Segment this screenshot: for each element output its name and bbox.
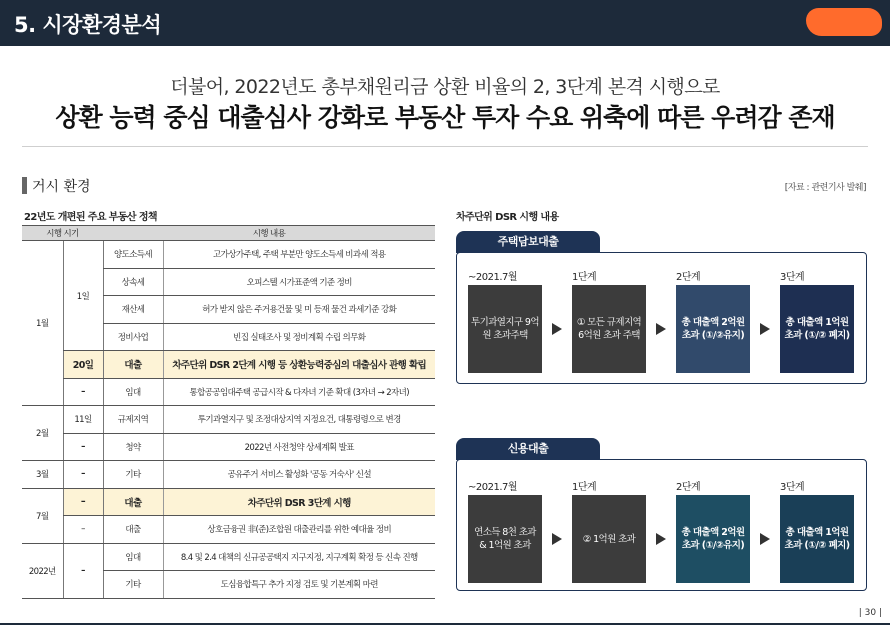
stage-box: 총 대출액 1억원 초과 (①/② 폐지)	[780, 495, 854, 583]
content-cell: 도심융합특구 추가 지정 검토 및 기본계획 마련	[163, 571, 435, 599]
table-row	[22, 543, 435, 571]
stage-box: 투기과열지구 9억원 초과주택	[468, 285, 542, 373]
section-marker-icon	[22, 177, 27, 194]
field-cell: 기타	[103, 461, 163, 489]
arrow-right-icon	[760, 323, 770, 335]
section-title-text: 거시 환경	[32, 179, 91, 195]
table-row	[22, 461, 435, 489]
stage-label: 2단계	[676, 482, 701, 493]
table-row	[22, 516, 435, 544]
source-note: [자료 : 관련기사 발췌]	[784, 183, 866, 193]
content-cell: 고가상가주택, 주택 부분만 양도소득세 비과세 적용	[163, 241, 435, 269]
footer-line	[0, 623, 890, 625]
headline-sub: 더불어, 2022년도 총부채원리금 상환 비율의 2, 3단계 본격 시행으로	[170, 76, 720, 98]
arrow-right-icon	[760, 533, 770, 545]
table-row	[22, 433, 435, 461]
tab-credit: 신용대출	[456, 438, 600, 460]
arrow-right-icon	[552, 323, 562, 335]
day-cell: 20일	[63, 351, 103, 379]
orange-logo-shape	[806, 8, 882, 36]
content-cell: 8.4 및 2.4 대책의 신규공공택지 지구지정, 지구계획 확정 등 신속 진행	[163, 543, 435, 571]
content-cell: 투기과열지구 및 조정대상지역 지정요건, 대통령령으로 변경	[163, 406, 435, 434]
page-title: 5. 시장환경분석	[14, 13, 162, 37]
day-cell: –	[63, 378, 103, 406]
policy-table	[22, 225, 435, 599]
arrow-right-icon	[656, 533, 666, 545]
table-row	[22, 241, 435, 269]
header-content: 시행 내용	[103, 226, 435, 241]
section-title	[22, 176, 91, 196]
day-cell: –	[63, 543, 103, 598]
stage-box: 총 대출액 2억원 초과 (①/②유지)	[676, 285, 750, 373]
table-row-highlight	[22, 351, 435, 379]
arrow-right-icon	[656, 323, 666, 335]
stage-label: 2단계	[676, 272, 701, 283]
stage-label: ~2021.7월	[468, 482, 518, 493]
field-cell: 정비사업	[103, 323, 163, 351]
month-cell: 2월	[22, 406, 63, 461]
tab-mortgage: 주택담보대출	[456, 231, 600, 253]
content-cell: 차주단위 DSR 3단계 시행	[163, 488, 435, 516]
field-cell: 재산세	[103, 296, 163, 324]
table-row-highlight	[22, 488, 435, 516]
table-row	[22, 406, 435, 434]
content-cell: 공유주거 서비스 활성화 '공동 거숙사' 신설	[163, 461, 435, 489]
day-cell: –	[63, 516, 103, 544]
day-cell: 11일	[63, 406, 103, 434]
header-period: 시행 시기	[22, 226, 103, 241]
month-cell: 7월	[22, 488, 63, 543]
stage-box: 총 대출액 2억원 초과 (①/②유지)	[676, 495, 750, 583]
day-cell: –	[63, 461, 103, 489]
content-cell: 차주단위 DSR 2단계 시행 등 상환능력중심의 대출심사 관행 확립	[163, 351, 435, 379]
content-cell: 통합공공임대주택 공급시작 & 다자녀 기준 확대 (3자녀 → 2자녀)	[163, 378, 435, 406]
stage-box: 총 대출액 1억원 초과 (①/② 폐지)	[780, 285, 854, 373]
field-cell: 대출	[103, 516, 163, 544]
header-bar	[0, 0, 890, 46]
stage-label: 1단계	[572, 272, 597, 283]
arrow-right-icon	[552, 533, 562, 545]
stage-label: ~2021.7월	[468, 272, 518, 283]
content-cell: 2022년 사전청약 상세계획 발표	[163, 433, 435, 461]
field-cell: 임대	[103, 378, 163, 406]
month-cell: 3월	[22, 461, 63, 489]
field-cell: 대출	[103, 488, 163, 516]
dsr-title: 차주단위 DSR 시행 내용	[456, 212, 559, 223]
field-cell: 양도소득세	[103, 241, 163, 269]
content-cell: 오피스텔 시가표준액 기준 정비	[163, 268, 435, 296]
field-cell: 상속세	[103, 268, 163, 296]
field-cell: 임대	[103, 543, 163, 571]
stage-label: 1단계	[572, 482, 597, 493]
headline-main: 상환 능력 중심 대출심사 강화로 부동산 투자 수요 위축에 따른 우려감 존재	[55, 103, 835, 132]
stage-label: 3단계	[780, 482, 805, 493]
content-cell: 빈집 실태조사 및 정비계획 수립 의무화	[163, 323, 435, 351]
content-cell: 허가 받지 않은 주거용건물 및 미 등재 물건 과세기준 강화	[163, 296, 435, 324]
field-cell: 청약	[103, 433, 163, 461]
month-cell: 1월	[22, 241, 63, 406]
stage-box: ② 1억원 초과	[572, 495, 646, 583]
day-cell: –	[63, 488, 103, 516]
content-cell: 상호금융권 非(준)조합원 대출관리를 위한 예대율 정비	[163, 516, 435, 544]
day-cell: 1일	[63, 241, 103, 351]
page-number: | 30 |	[858, 608, 882, 618]
table-header-row	[22, 226, 435, 241]
field-cell: 기타	[103, 571, 163, 599]
stage-label: 3단계	[780, 272, 805, 283]
field-cell: 대출	[103, 351, 163, 379]
stage-box: 연소득 8천 초과 & 1억원 초과	[468, 495, 542, 583]
table-row	[22, 378, 435, 406]
stage-box: ① 모든 규제지역 6억원 초과 주택	[572, 285, 646, 373]
policy-table-title: 22년도 개편된 주요 부동산 정책	[24, 212, 157, 223]
divider	[22, 146, 868, 147]
field-cell: 규제지역	[103, 406, 163, 434]
day-cell: –	[63, 433, 103, 461]
month-cell: 2022년	[22, 543, 63, 598]
